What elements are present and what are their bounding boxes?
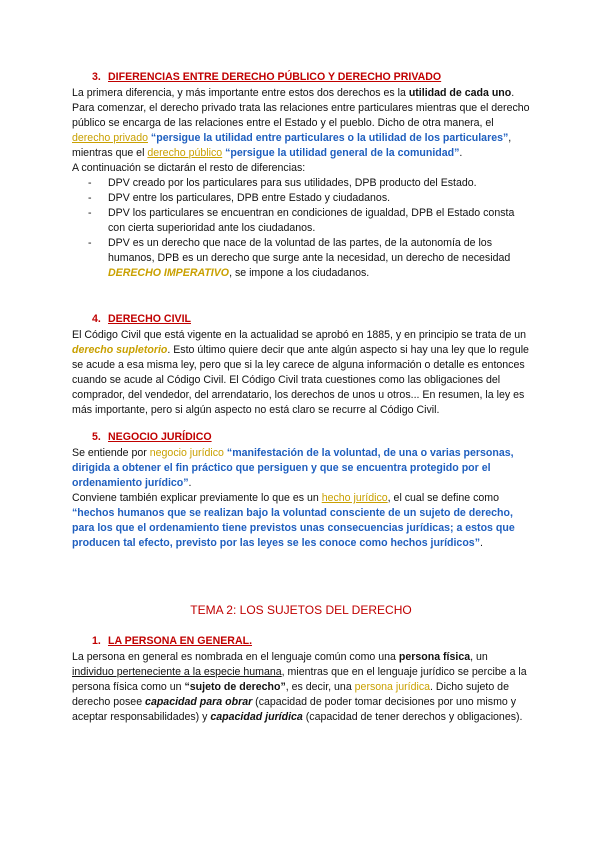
spacer [72, 551, 530, 603]
text: . Esto último quiere decir que ante algún aspecto si hay una ley que lo regule se acude a esa misma ley, pero que si la ley carece de alguna información o detalle es entonces cuando se acude al Código Civil. El Código Civil trata cuestiones como las obligaciones del comprador, del vendedor, del arrendatario, los derechos de unos u otros... En resumen, la ley es más importante, pero si algún aspecto no está claro se recurre al Código Civil. [72, 344, 529, 416]
term-derecho-publico: derecho público [147, 147, 223, 159]
section-number: 5. [92, 431, 101, 443]
list-item: - DPV entre los particulares, DPB entre Estado y ciudadanos. [88, 191, 530, 206]
section-heading [92, 430, 530, 445]
text: (capacidad de tener derechos y obligaciones). [302, 711, 523, 723]
paragraph [72, 491, 530, 551]
text: , mientras que el [72, 132, 512, 159]
quote: “hechos humanos que se realizan bajo la voluntad consciente de un sujeto de derecho, para los que el ordenamiento tiene previstos unas consecuencias jurídicas; a estos que producen tal efecto, previsto por las leyes se les conoce como hechos jurídicos” [72, 507, 515, 549]
text: DPV es un derecho que nace de la voluntad de las partes, de la autonomía de los humanos, DPB es un derecho que surge ante la necesidad, un derecho de necesidad [108, 237, 511, 264]
text: , mientras que en el lenguaje jurídico se percibe a la persona física como un [72, 666, 527, 693]
list-item [88, 236, 530, 281]
text-bold-italic: capacidad jurídica [210, 711, 303, 723]
text: . [480, 537, 483, 549]
text-bold: persona física [398, 651, 471, 663]
section-heading [92, 70, 530, 85]
section-number: 1. [92, 635, 101, 647]
text: Conviene también explicar previamente lo que es un [72, 492, 322, 504]
text-bold-italic: capacidad para obrar [145, 696, 253, 708]
section-title: NEGOCIO JURÍDICO [108, 431, 212, 443]
text-underlined: individuo perteneciente a la especie humana [72, 666, 282, 678]
term-derecho-supletorio: derecho supletorio [72, 344, 168, 356]
paragraph: A continuación se dictarán el resto de diferencias: [72, 162, 306, 174]
text: (capacidad de poder tomar decisiones por uno mismo y aceptar responsabilidades) y [72, 696, 517, 723]
term-derecho-imperativo: DERECHO IMPERATIVO [108, 267, 230, 279]
differences-list [72, 176, 530, 281]
paragraph [72, 446, 530, 491]
term-derecho-privado: derecho privado [72, 132, 148, 144]
text-bold: “sujeto de derecho” [184, 681, 286, 693]
term-hecho-juridico: hecho jurídico [321, 492, 388, 504]
quote: “persigue la utilidad entre particulares o la utilidad de los particulares” [147, 132, 509, 144]
text: . Dicho sujeto de derecho posee [72, 681, 509, 708]
text: La primera diferencia, y más importante entre estos dos derechos es la [72, 87, 409, 99]
text-bold: utilidad de cada uno [408, 87, 512, 99]
section-title: DIFERENCIAS ENTRE DERECHO PÚBLICO Y DERECHO PRIVADO [108, 71, 442, 83]
spacer [72, 281, 530, 312]
text: , el cual se define como [387, 492, 499, 504]
text: , se impone a los ciudadanos. [229, 267, 370, 279]
section-heading [92, 634, 530, 649]
paragraph [72, 86, 530, 161]
text: , es decir, una [285, 681, 355, 693]
text: , un [470, 651, 488, 663]
section-title: LA PERSONA EN GENERAL. [108, 635, 253, 647]
text: . Para comenzar, el derecho privado trata las relaciones entre particulares mientras que el derecho público se encarga de las relaciones entre el Estado y el pueblo. Dicho de otra manera, el [72, 87, 530, 129]
term-negocio-juridico: negocio jurídico [149, 447, 224, 459]
quote: “manifestación de la voluntad, de una o varias personas, dirigida a obtener el fin práctico que persiguen y que se encuentra protegido por el ordenamiento jurídico” [72, 447, 514, 489]
paragraph [72, 650, 530, 725]
section-number: 4. [92, 313, 101, 325]
list-item: - DPV los particulares se encuentran en condiciones de igualdad, DPB el Estado consta con cierta superioridad ante los ciudadanos. [88, 206, 530, 236]
text: Se entiende por [72, 447, 150, 459]
section-title: DERECHO CIVIL [108, 313, 191, 325]
section-heading [92, 312, 530, 327]
paragraph [72, 328, 530, 418]
chapter-title: TEMA 2: LOS SUJETOS DEL DERECHO [190, 603, 412, 617]
spacer [72, 418, 530, 430]
list-item: - DPV creado por los particulares para sus utilidades, DPB producto del Estado. [88, 176, 530, 191]
text: La persona en general es nombrada en el lenguaje común como una [72, 651, 399, 663]
quote: “persigue la utilidad general de la comunidad” [222, 147, 460, 159]
text: . [459, 147, 463, 159]
text: El Código Civil que está vigente en la actualidad se aprobó en 1885, y en principio se trata de un [72, 329, 527, 341]
term-persona-juridica: persona jurídica [354, 681, 431, 693]
section-number: 3. [92, 71, 101, 83]
document-page [72, 70, 530, 725]
text: . [188, 477, 192, 489]
